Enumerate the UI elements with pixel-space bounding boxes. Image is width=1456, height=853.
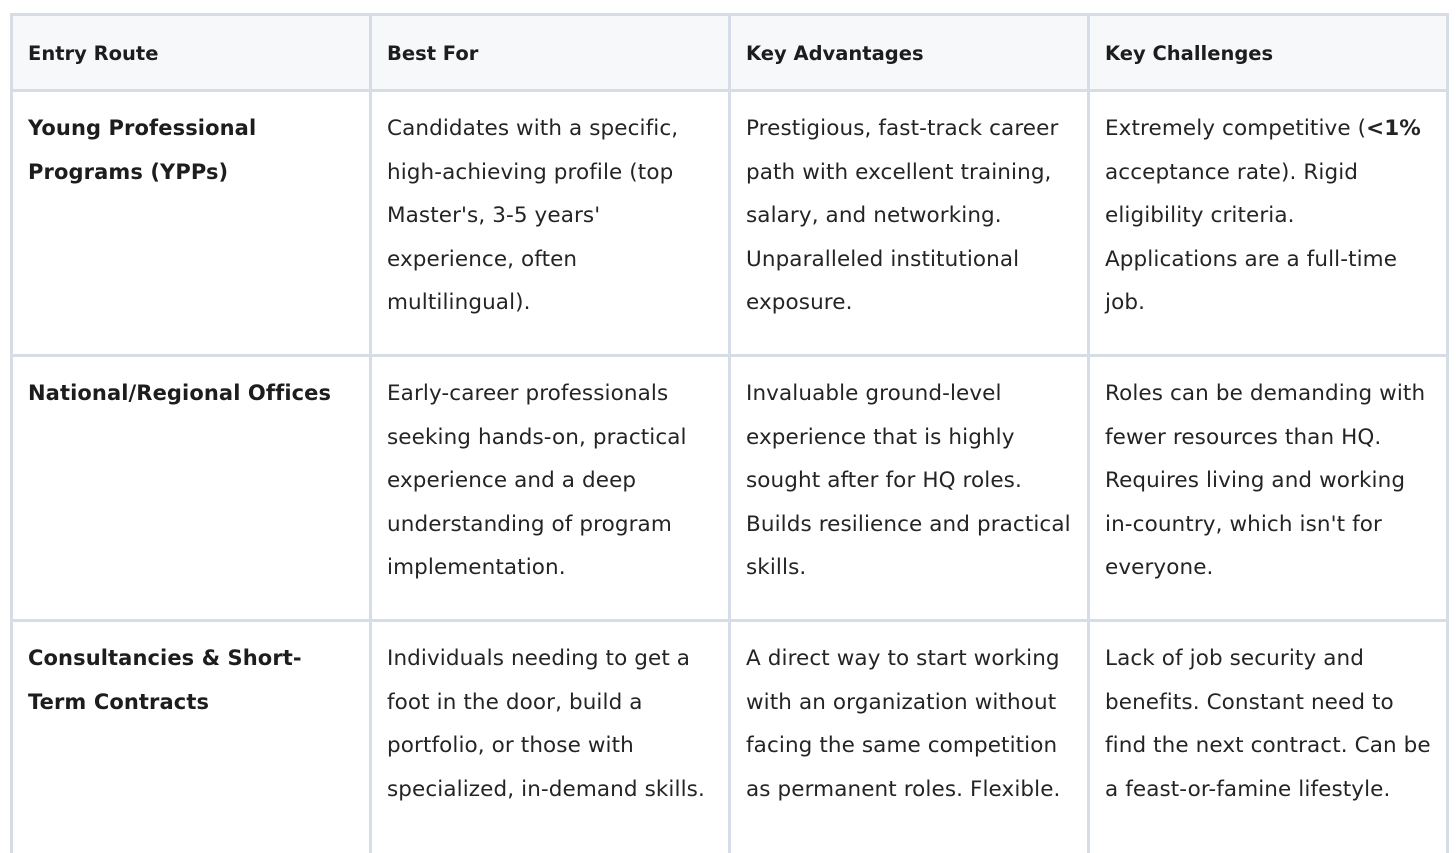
cell-key-challenges: Roles can be demanding with fewer resources than HQ. Requires living and working in-country, which isn't for everyone. bbox=[1089, 356, 1448, 621]
cell-entry-route: National/Regional Offices bbox=[12, 356, 371, 621]
challenges-text-post: acceptance rate). Rigid eligibility criteria. Applications are a full-time job. bbox=[1105, 159, 1398, 316]
header-row bbox=[12, 15, 1448, 91]
table-header bbox=[12, 15, 1448, 91]
table-row bbox=[12, 356, 1448, 621]
cell-key-advantages: A direct way to start working with an organization without facing the same competition as permanent roles. Flexible. bbox=[730, 621, 1089, 853]
cell-key-advantages: Invaluable ground-level experience that is highly sought after for HQ roles. Builds resilience and practical skills. bbox=[730, 356, 1089, 621]
cell-best-for: Candidates with a specific, high-achieving profile (top Master's, 3-5 years' experience, often multilingual). bbox=[371, 91, 730, 356]
cell-key-advantages: Prestigious, fast-track career path with excellent training, salary, and networking. Unparalleled institutional exposure. bbox=[730, 91, 1089, 356]
table-row bbox=[12, 91, 1448, 356]
header-best-for: Best For bbox=[371, 15, 730, 91]
entry-routes-table bbox=[10, 13, 1449, 853]
cell-key-challenges bbox=[1089, 91, 1448, 356]
table-body bbox=[12, 91, 1448, 853]
header-key-challenges: Key Challenges bbox=[1089, 15, 1448, 91]
header-entry-route: Entry Route bbox=[12, 15, 371, 91]
header-key-advantages: Key Advantages bbox=[730, 15, 1089, 91]
table-row bbox=[12, 621, 1448, 853]
cell-key-challenges: Lack of job security and benefits. Constant need to find the next contract. Can be a feast-or-famine lifestyle. bbox=[1089, 621, 1448, 853]
cell-best-for: Early-career professionals seeking hands-on, practical experience and a deep understanding of program implementation. bbox=[371, 356, 730, 621]
challenges-text-bold: <1% bbox=[1366, 116, 1421, 141]
cell-entry-route: Consultancies & Short-Term Contracts bbox=[12, 621, 371, 853]
cell-best-for: Individuals needing to get a foot in the door, build a portfolio, or those with specialized, in-demand skills. bbox=[371, 621, 730, 853]
challenges-text-pre: Extremely competitive ( bbox=[1105, 116, 1367, 141]
cell-entry-route: Young Professional Programs (YPPs) bbox=[12, 91, 371, 356]
